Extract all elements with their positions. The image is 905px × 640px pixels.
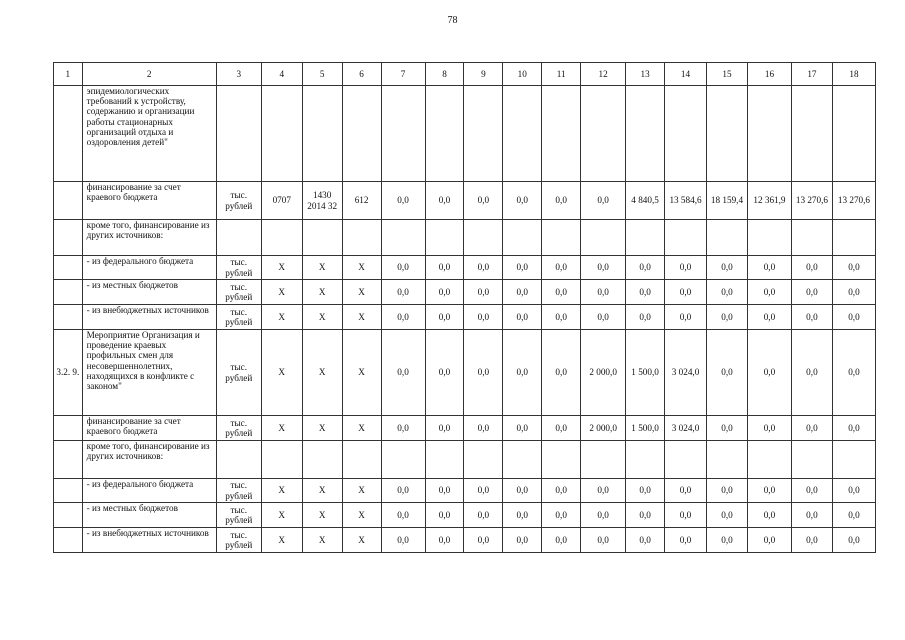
table-cell: 13 270,6 bbox=[791, 182, 832, 220]
table-cell: 0,0 bbox=[832, 528, 875, 553]
column-header: 1 bbox=[54, 63, 83, 86]
table-cell: 0,0 bbox=[791, 330, 832, 416]
row-label-cell: Мероприятие Организация и проведение краевых профильных смен для несовершеннолетних, находящихся в конфликте с законом" bbox=[82, 330, 216, 416]
table-cell: 0,0 bbox=[542, 528, 581, 553]
table-cell: 0,0 bbox=[665, 503, 707, 528]
table-cell: Х bbox=[302, 280, 342, 305]
row-label-cell: - из федерального бюджета bbox=[82, 479, 216, 503]
table-cell bbox=[665, 441, 707, 479]
table-cell: 0,0 bbox=[832, 256, 875, 280]
table-cell: 0,0 bbox=[542, 256, 581, 280]
table-cell: 0,0 bbox=[707, 479, 748, 503]
table-cell bbox=[707, 220, 748, 256]
table-cell: 0,0 bbox=[791, 256, 832, 280]
table-cell: Х bbox=[261, 503, 302, 528]
table-cell bbox=[342, 86, 381, 182]
table-cell: 0,0 bbox=[581, 280, 626, 305]
table-cell: 3.2. 9. bbox=[54, 330, 83, 416]
table-cell: 0,0 bbox=[381, 280, 425, 305]
table-cell: 0,0 bbox=[707, 528, 748, 553]
table-cell: Х bbox=[342, 280, 381, 305]
column-header: 16 bbox=[747, 63, 791, 86]
table-cell bbox=[707, 441, 748, 479]
table-cell bbox=[707, 86, 748, 182]
row-label-cell: - из федерального бюджета bbox=[82, 256, 216, 280]
table-cell: 0,0 bbox=[542, 182, 581, 220]
table-cell: 0,0 bbox=[707, 305, 748, 330]
table-cell: тыс. рублей bbox=[216, 182, 261, 220]
table-cell bbox=[791, 441, 832, 479]
table-cell bbox=[54, 256, 83, 280]
table-cell bbox=[503, 86, 542, 182]
table-cell: 1 500,0 bbox=[626, 330, 665, 416]
table-cell bbox=[464, 220, 503, 256]
table-cell: 13 584,6 bbox=[665, 182, 707, 220]
table-cell: 0,0 bbox=[381, 330, 425, 416]
table-cell: тыс. рублей bbox=[216, 479, 261, 503]
row-label-cell: - из внебюджетных источников bbox=[82, 305, 216, 330]
budget-table bbox=[53, 62, 876, 553]
table-cell bbox=[791, 86, 832, 182]
table-cell: 0,0 bbox=[791, 305, 832, 330]
table-cell: 0,0 bbox=[381, 305, 425, 330]
table-cell: 0,0 bbox=[747, 280, 791, 305]
table-cell bbox=[381, 220, 425, 256]
table-row bbox=[54, 220, 876, 256]
table-cell: 0,0 bbox=[581, 503, 626, 528]
table-cell: 0,0 bbox=[381, 503, 425, 528]
table-cell bbox=[381, 441, 425, 479]
table-cell: 0,0 bbox=[542, 503, 581, 528]
table-cell: 0,0 bbox=[425, 182, 464, 220]
table-cell: 1 500,0 bbox=[626, 416, 665, 441]
table-cell: 2 000,0 bbox=[581, 330, 626, 416]
table-cell: 0,0 bbox=[665, 528, 707, 553]
table-cell bbox=[626, 220, 665, 256]
row-label-cell: - из внебюджетных источников bbox=[82, 528, 216, 553]
table-cell bbox=[54, 86, 83, 182]
table-cell bbox=[216, 441, 261, 479]
table-cell bbox=[542, 441, 581, 479]
table-cell: 13 270,6 bbox=[832, 182, 875, 220]
table-cell: 0,0 bbox=[464, 280, 503, 305]
table-cell: 0,0 bbox=[832, 416, 875, 441]
table-cell bbox=[54, 220, 83, 256]
table-cell: 612 bbox=[342, 182, 381, 220]
table-cell bbox=[464, 86, 503, 182]
table-cell: 0,0 bbox=[707, 256, 748, 280]
page-number: 78 bbox=[447, 15, 458, 26]
table-cell bbox=[54, 503, 83, 528]
table-row bbox=[54, 479, 876, 503]
table-row bbox=[54, 256, 876, 280]
table-cell: 0,0 bbox=[425, 479, 464, 503]
table-cell: 0,0 bbox=[464, 305, 503, 330]
table-cell: 0,0 bbox=[503, 479, 542, 503]
table-cell: 0,0 bbox=[626, 479, 665, 503]
table-cell: 2 000,0 bbox=[581, 416, 626, 441]
table-cell: Х bbox=[302, 479, 342, 503]
table-cell: 0,0 bbox=[425, 330, 464, 416]
row-label-cell: финансирование за счет краевого бюджета bbox=[82, 416, 216, 441]
table-cell: 0,0 bbox=[747, 330, 791, 416]
table-cell: 0,0 bbox=[503, 416, 542, 441]
table-cell bbox=[832, 441, 875, 479]
table-cell: 0,0 bbox=[503, 503, 542, 528]
table-cell: 3 024,0 bbox=[665, 416, 707, 441]
table-cell bbox=[54, 528, 83, 553]
table-cell: 0,0 bbox=[464, 528, 503, 553]
table-cell: 0707 bbox=[261, 182, 302, 220]
table-cell: Х bbox=[302, 528, 342, 553]
table-cell: Х bbox=[342, 256, 381, 280]
table-cell: Х bbox=[261, 330, 302, 416]
table-cell: 0,0 bbox=[665, 305, 707, 330]
table-cell: 0,0 bbox=[747, 479, 791, 503]
table-cell: 0,0 bbox=[381, 256, 425, 280]
column-header: 12 bbox=[581, 63, 626, 86]
column-header: 5 bbox=[302, 63, 342, 86]
table-row bbox=[54, 416, 876, 441]
table-cell: 0,0 bbox=[581, 479, 626, 503]
row-label-cell: - из местных бюджетов bbox=[82, 280, 216, 305]
table-cell: тыс. рублей bbox=[216, 256, 261, 280]
table-cell bbox=[791, 220, 832, 256]
table-cell bbox=[54, 280, 83, 305]
table-cell: 0,0 bbox=[791, 479, 832, 503]
table-cell: 0,0 bbox=[464, 256, 503, 280]
table-cell: Х bbox=[261, 256, 302, 280]
table-cell: 0,0 bbox=[381, 416, 425, 441]
table-row bbox=[54, 280, 876, 305]
column-header: 8 bbox=[425, 63, 464, 86]
table-body bbox=[54, 63, 876, 553]
column-header: 4 bbox=[261, 63, 302, 86]
table-cell: 0,0 bbox=[542, 416, 581, 441]
table-cell: Х bbox=[302, 503, 342, 528]
table-cell bbox=[302, 220, 342, 256]
table-cell bbox=[832, 86, 875, 182]
table-row bbox=[54, 528, 876, 553]
table-cell bbox=[54, 182, 83, 220]
table-cell bbox=[342, 220, 381, 256]
table-row bbox=[54, 330, 876, 416]
table-cell bbox=[665, 220, 707, 256]
table-cell: 0,0 bbox=[581, 305, 626, 330]
table-cell: 0,0 bbox=[665, 280, 707, 305]
column-header: 7 bbox=[381, 63, 425, 86]
table-cell: 0,0 bbox=[581, 528, 626, 553]
table-row bbox=[54, 305, 876, 330]
table-cell bbox=[425, 441, 464, 479]
table-cell bbox=[425, 86, 464, 182]
table-cell bbox=[54, 416, 83, 441]
table-cell: тыс. рублей bbox=[216, 528, 261, 553]
table-cell: 0,0 bbox=[581, 182, 626, 220]
table-cell: 0,0 bbox=[425, 256, 464, 280]
table-cell: Х bbox=[302, 256, 342, 280]
table-cell bbox=[54, 305, 83, 330]
table-cell: 0,0 bbox=[425, 305, 464, 330]
table-row bbox=[54, 441, 876, 479]
table-cell bbox=[503, 441, 542, 479]
table-cell: Х bbox=[261, 528, 302, 553]
table-cell: Х bbox=[342, 330, 381, 416]
table-cell: 0,0 bbox=[503, 182, 542, 220]
table-cell bbox=[54, 479, 83, 503]
table-cell: 0,0 bbox=[425, 528, 464, 553]
table-cell: 0,0 bbox=[503, 528, 542, 553]
table-cell: 0,0 bbox=[542, 305, 581, 330]
table-cell: Х bbox=[261, 479, 302, 503]
table-cell: Х bbox=[342, 528, 381, 553]
table-cell: 0,0 bbox=[464, 503, 503, 528]
row-label-cell: эпидемиологических требований к устройству, содержанию и организации работы стационарных организаций отдыха и оздоровления детей" bbox=[82, 86, 216, 182]
table-cell: Х bbox=[342, 503, 381, 528]
table-cell bbox=[261, 86, 302, 182]
table-cell: 0,0 bbox=[832, 305, 875, 330]
table-cell: 0,0 bbox=[464, 182, 503, 220]
column-header: 18 bbox=[832, 63, 875, 86]
table-cell: 0,0 bbox=[542, 479, 581, 503]
table-cell: тыс. рублей bbox=[216, 330, 261, 416]
table-cell bbox=[581, 86, 626, 182]
table-cell: 0,0 bbox=[665, 479, 707, 503]
table-cell: 0,0 bbox=[747, 256, 791, 280]
table-cell bbox=[747, 441, 791, 479]
table-cell: 0,0 bbox=[503, 305, 542, 330]
table-cell: 0,0 bbox=[464, 416, 503, 441]
table-cell: 0,0 bbox=[747, 503, 791, 528]
table-cell: 0,0 bbox=[832, 479, 875, 503]
table-cell: 1430 2014 32 bbox=[302, 182, 342, 220]
table-cell: 0,0 bbox=[832, 503, 875, 528]
table-cell: 0,0 bbox=[747, 416, 791, 441]
table-cell: Х bbox=[302, 305, 342, 330]
table-cell: 0,0 bbox=[747, 528, 791, 553]
table-cell: 0,0 bbox=[707, 416, 748, 441]
table-cell: 0,0 bbox=[626, 305, 665, 330]
table-cell: 0,0 bbox=[503, 330, 542, 416]
row-label-cell: кроме того, финансирование из других источников: bbox=[82, 441, 216, 479]
table-cell: 18 159,4 bbox=[707, 182, 748, 220]
column-header: 10 bbox=[503, 63, 542, 86]
table-cell bbox=[54, 441, 83, 479]
table-cell bbox=[542, 86, 581, 182]
table-cell: 0,0 bbox=[707, 503, 748, 528]
table-cell bbox=[581, 220, 626, 256]
column-header: 3 bbox=[216, 63, 261, 86]
table-cell: Х bbox=[302, 330, 342, 416]
table-cell bbox=[302, 86, 342, 182]
table-cell: 0,0 bbox=[581, 256, 626, 280]
table-cell bbox=[381, 86, 425, 182]
table-cell bbox=[747, 220, 791, 256]
table-cell: 0,0 bbox=[626, 528, 665, 553]
table-cell: 0,0 bbox=[542, 330, 581, 416]
row-label-cell: финансирование за счет краевого бюджета bbox=[82, 182, 216, 220]
column-header: 13 bbox=[626, 63, 665, 86]
table-cell bbox=[216, 86, 261, 182]
table-cell: 0,0 bbox=[626, 503, 665, 528]
table-cell bbox=[261, 441, 302, 479]
table-cell: 0,0 bbox=[381, 528, 425, 553]
table-cell: Х bbox=[342, 479, 381, 503]
header-row bbox=[54, 63, 876, 86]
table-cell bbox=[665, 86, 707, 182]
table-cell: 0,0 bbox=[425, 416, 464, 441]
table-cell: тыс. рублей bbox=[216, 305, 261, 330]
row-label-cell: - из местных бюджетов bbox=[82, 503, 216, 528]
table-row bbox=[54, 182, 876, 220]
table-cell: 0,0 bbox=[791, 280, 832, 305]
table-cell: 0,0 bbox=[791, 503, 832, 528]
table-cell bbox=[626, 86, 665, 182]
table-cell: 0,0 bbox=[707, 330, 748, 416]
column-header: 14 bbox=[665, 63, 707, 86]
table-cell: 0,0 bbox=[791, 528, 832, 553]
table-cell: тыс. рублей bbox=[216, 503, 261, 528]
table-cell bbox=[302, 441, 342, 479]
table-cell: 3 024,0 bbox=[665, 330, 707, 416]
table-cell: 0,0 bbox=[542, 280, 581, 305]
column-header: 15 bbox=[707, 63, 748, 86]
table-cell: Х bbox=[261, 416, 302, 441]
column-header: 9 bbox=[464, 63, 503, 86]
table-cell: 0,0 bbox=[626, 280, 665, 305]
table-cell bbox=[464, 441, 503, 479]
table-cell: 0,0 bbox=[791, 416, 832, 441]
table-cell bbox=[542, 220, 581, 256]
table-cell: 0,0 bbox=[626, 256, 665, 280]
table-cell: 0,0 bbox=[425, 503, 464, 528]
column-header: 17 bbox=[791, 63, 832, 86]
row-label-cell: кроме того, финансирование из других источников: bbox=[82, 220, 216, 256]
table-cell: 0,0 bbox=[381, 182, 425, 220]
table-cell: 0,0 bbox=[464, 479, 503, 503]
column-header: 11 bbox=[542, 63, 581, 86]
table-cell: 0,0 bbox=[707, 280, 748, 305]
table-cell bbox=[747, 86, 791, 182]
table-cell: Х bbox=[261, 280, 302, 305]
table-cell: 4 840,5 bbox=[626, 182, 665, 220]
table-cell: Х bbox=[342, 416, 381, 441]
table-cell: 0,0 bbox=[503, 256, 542, 280]
table-cell bbox=[342, 441, 381, 479]
table-cell bbox=[832, 220, 875, 256]
table-row bbox=[54, 86, 876, 182]
table-cell bbox=[261, 220, 302, 256]
table-cell bbox=[216, 220, 261, 256]
table-cell: 0,0 bbox=[747, 305, 791, 330]
column-header: 2 bbox=[82, 63, 216, 86]
table-cell: 0,0 bbox=[665, 256, 707, 280]
table-cell bbox=[503, 220, 542, 256]
table-cell: тыс. рублей bbox=[216, 280, 261, 305]
table-cell: 0,0 bbox=[381, 479, 425, 503]
table-cell: 0,0 bbox=[832, 280, 875, 305]
table-cell: Х bbox=[261, 305, 302, 330]
table-cell: 12 361,9 bbox=[747, 182, 791, 220]
table-cell: тыс. рублей bbox=[216, 416, 261, 441]
table-cell: 0,0 bbox=[464, 330, 503, 416]
column-header: 6 bbox=[342, 63, 381, 86]
table-cell bbox=[581, 441, 626, 479]
table-row bbox=[54, 503, 876, 528]
table-cell: Х bbox=[342, 305, 381, 330]
table-cell bbox=[425, 220, 464, 256]
table-cell: 0,0 bbox=[832, 330, 875, 416]
table-cell: 0,0 bbox=[425, 280, 464, 305]
table-cell bbox=[626, 441, 665, 479]
table-cell: Х bbox=[302, 416, 342, 441]
table-cell: 0,0 bbox=[503, 280, 542, 305]
